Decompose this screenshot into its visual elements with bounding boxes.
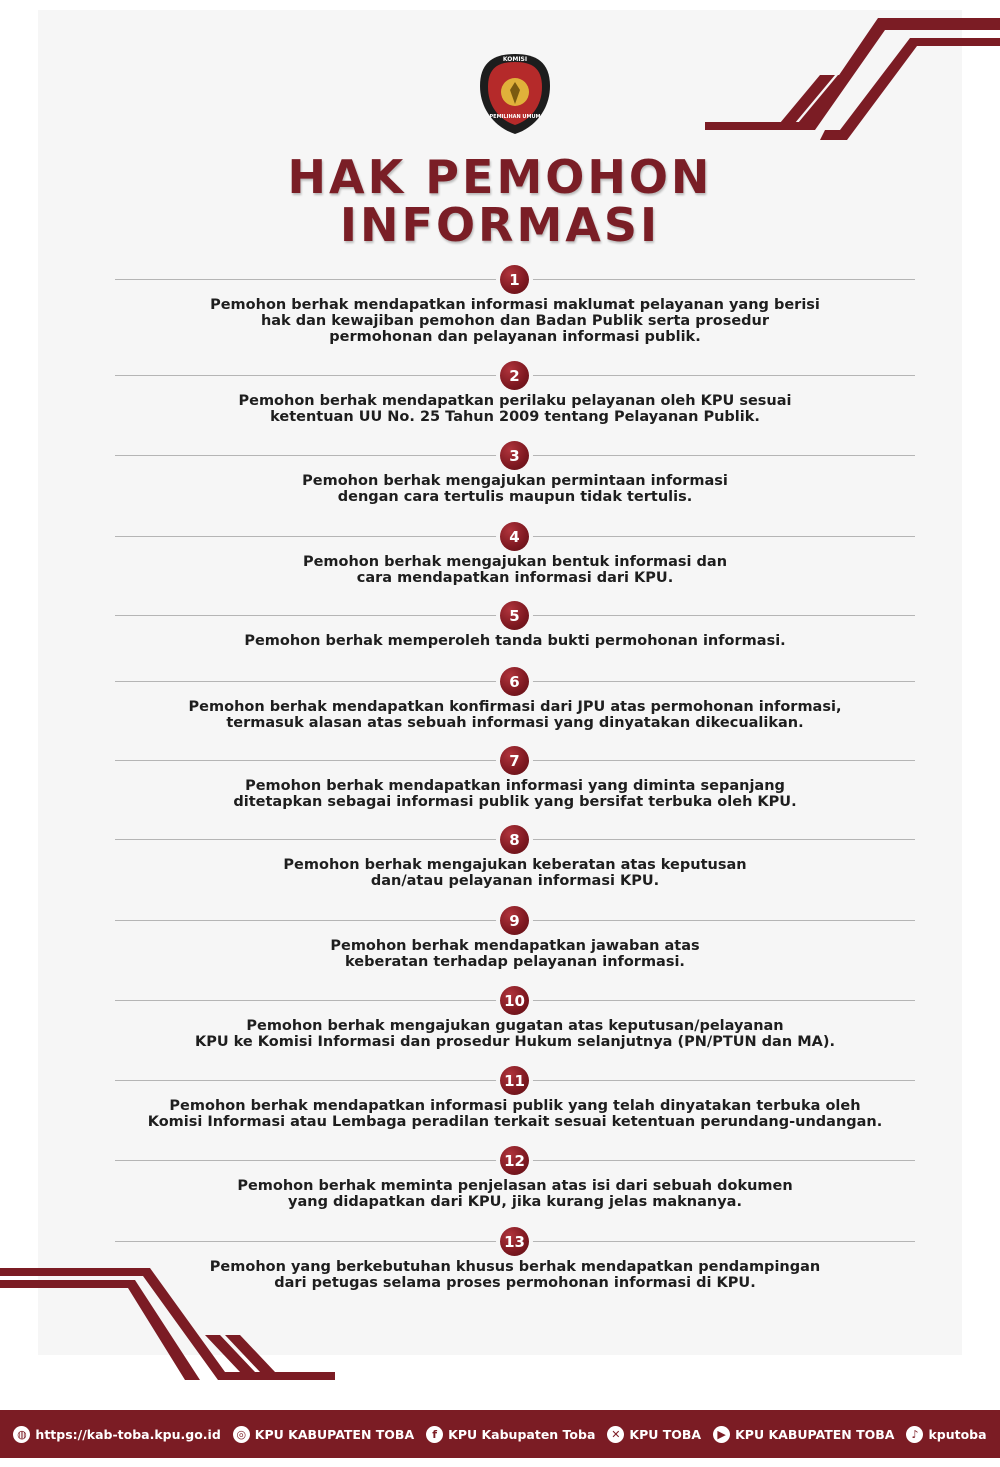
x-icon: ✕ <box>607 1426 624 1443</box>
footer-bar <box>0 1410 1000 1458</box>
facebook-icon: f <box>426 1426 443 1443</box>
item-number-badge: 7 <box>500 746 529 775</box>
instagram-icon: ◎ <box>233 1426 250 1443</box>
item-number-badge: 1 <box>500 265 529 294</box>
item-text: Pemohon berhak mengajukan permintaan informasi dengan cara tertulis maupun tidak tertulis. <box>302 473 728 505</box>
item-number-badge: 6 <box>500 667 529 696</box>
item-text: Pemohon berhak mendapatkan perilaku pelayanan oleh KPU sesuai ketentuan UU No. 25 Tahun 2009 tentang Pelayanan Publik. <box>238 393 792 425</box>
globe-icon: ◍ <box>13 1426 30 1443</box>
footer-link-label: KPU KABUPATEN TOBA <box>254 1426 415 1442</box>
footer-link-instagram[interactable] <box>233 1426 414 1443</box>
item-number-badge: 5 <box>500 601 529 630</box>
item-text: Pemohon berhak mengajukan keberatan atas keputusan dan/atau pelayanan informasi KPU. <box>283 857 747 889</box>
footer-link-youtube[interactable] <box>713 1426 894 1443</box>
footer-link-website[interactable] <box>13 1426 220 1443</box>
item-text: Pemohon berhak mendapatkan informasi yang diminta sepanjang ditetapkan sebagai informasi publik yang bersifat terbuka oleh KPU. <box>233 778 797 810</box>
item-text: Pemohon berhak mendapatkan jawaban atas keberatan terhadap pelayanan informasi. <box>330 938 700 970</box>
kpu-logo <box>478 52 552 136</box>
footer-link-label: KPU TOBA <box>629 1426 702 1442</box>
page-title-line1: HAK PEMOHON <box>287 150 713 204</box>
youtube-icon: ▶ <box>713 1426 730 1443</box>
footer-link-tiktok[interactable] <box>906 1426 986 1443</box>
page-title-line2: INFORMASI <box>339 198 661 252</box>
item-text: Pemohon berhak mendapatkan konfirmasi dari JPU atas permohonan informasi, termasuk alasan atas sebuah informasi yang dinyatakan dikecualikan. <box>188 699 842 731</box>
footer-link-label: kputoba <box>928 1426 987 1442</box>
item-number-badge: 3 <box>500 441 529 470</box>
footer-link-facebook[interactable] <box>426 1426 595 1443</box>
item-number-badge: 13 <box>500 1227 529 1256</box>
item-number-badge: 8 <box>500 825 529 854</box>
item-text: Pemohon berhak meminta penjelasan atas isi dari sebuah dokumen yang didapatkan dari KPU, jika kurang jelas maknanya. <box>237 1178 793 1210</box>
item-text: Pemohon yang berkebutuhan khusus berhak mendapatkan pendampingan dari petugas selama proses permohonan informasi di KPU. <box>209 1259 821 1291</box>
item-number-badge: 9 <box>500 906 529 935</box>
footer-link-label: https://kab-toba.kpu.go.id <box>35 1426 221 1442</box>
item-text: Pemohon berhak mendapatkan informasi maklumat pelayanan yang berisi hak dan kewajiban pemohon dan Badan Publik serta prosedur permohonan dan pelayanan informasi publik. <box>210 297 820 345</box>
item-number-badge: 4 <box>500 522 529 551</box>
item-number-badge: 10 <box>500 986 529 1015</box>
logo-text-top: KOMISI <box>502 56 528 63</box>
item-text: Pemohon berhak mengajukan gugatan atas keputusan/pelayanan KPU ke Komisi Informasi dan prosedur Hukum selanjutnya (PN/PTUN dan MA). <box>194 1018 835 1050</box>
item-number-badge: 11 <box>500 1066 529 1095</box>
decorative-stripes-top <box>695 0 1000 140</box>
item-text: Pemohon berhak mengajukan bentuk informasi dan cara mendapatkan informasi dari KPU. <box>302 554 728 586</box>
footer-link-label: KPU Kabupaten Toba <box>448 1426 596 1442</box>
item-text: Pemohon berhak memperoleh tanda bukti permohonan informasi. <box>244 633 786 649</box>
item-text: Pemohon berhak mendapatkan informasi publik yang telah dinyatakan terbuka oleh Komisi Informasi atau Lembaga peradilan terkait sesuai ketentuan perundang-undangan. <box>147 1098 883 1130</box>
footer-link-x[interactable] <box>607 1426 701 1443</box>
logo-text-bottom: PEMILIHAN UMUM <box>489 114 541 120</box>
item-number-badge: 12 <box>500 1146 529 1175</box>
item-number-badge: 2 <box>500 361 529 390</box>
tiktok-icon: ♪ <box>906 1426 923 1443</box>
footer-link-label: KPU KABUPATEN TOBA <box>735 1426 895 1442</box>
